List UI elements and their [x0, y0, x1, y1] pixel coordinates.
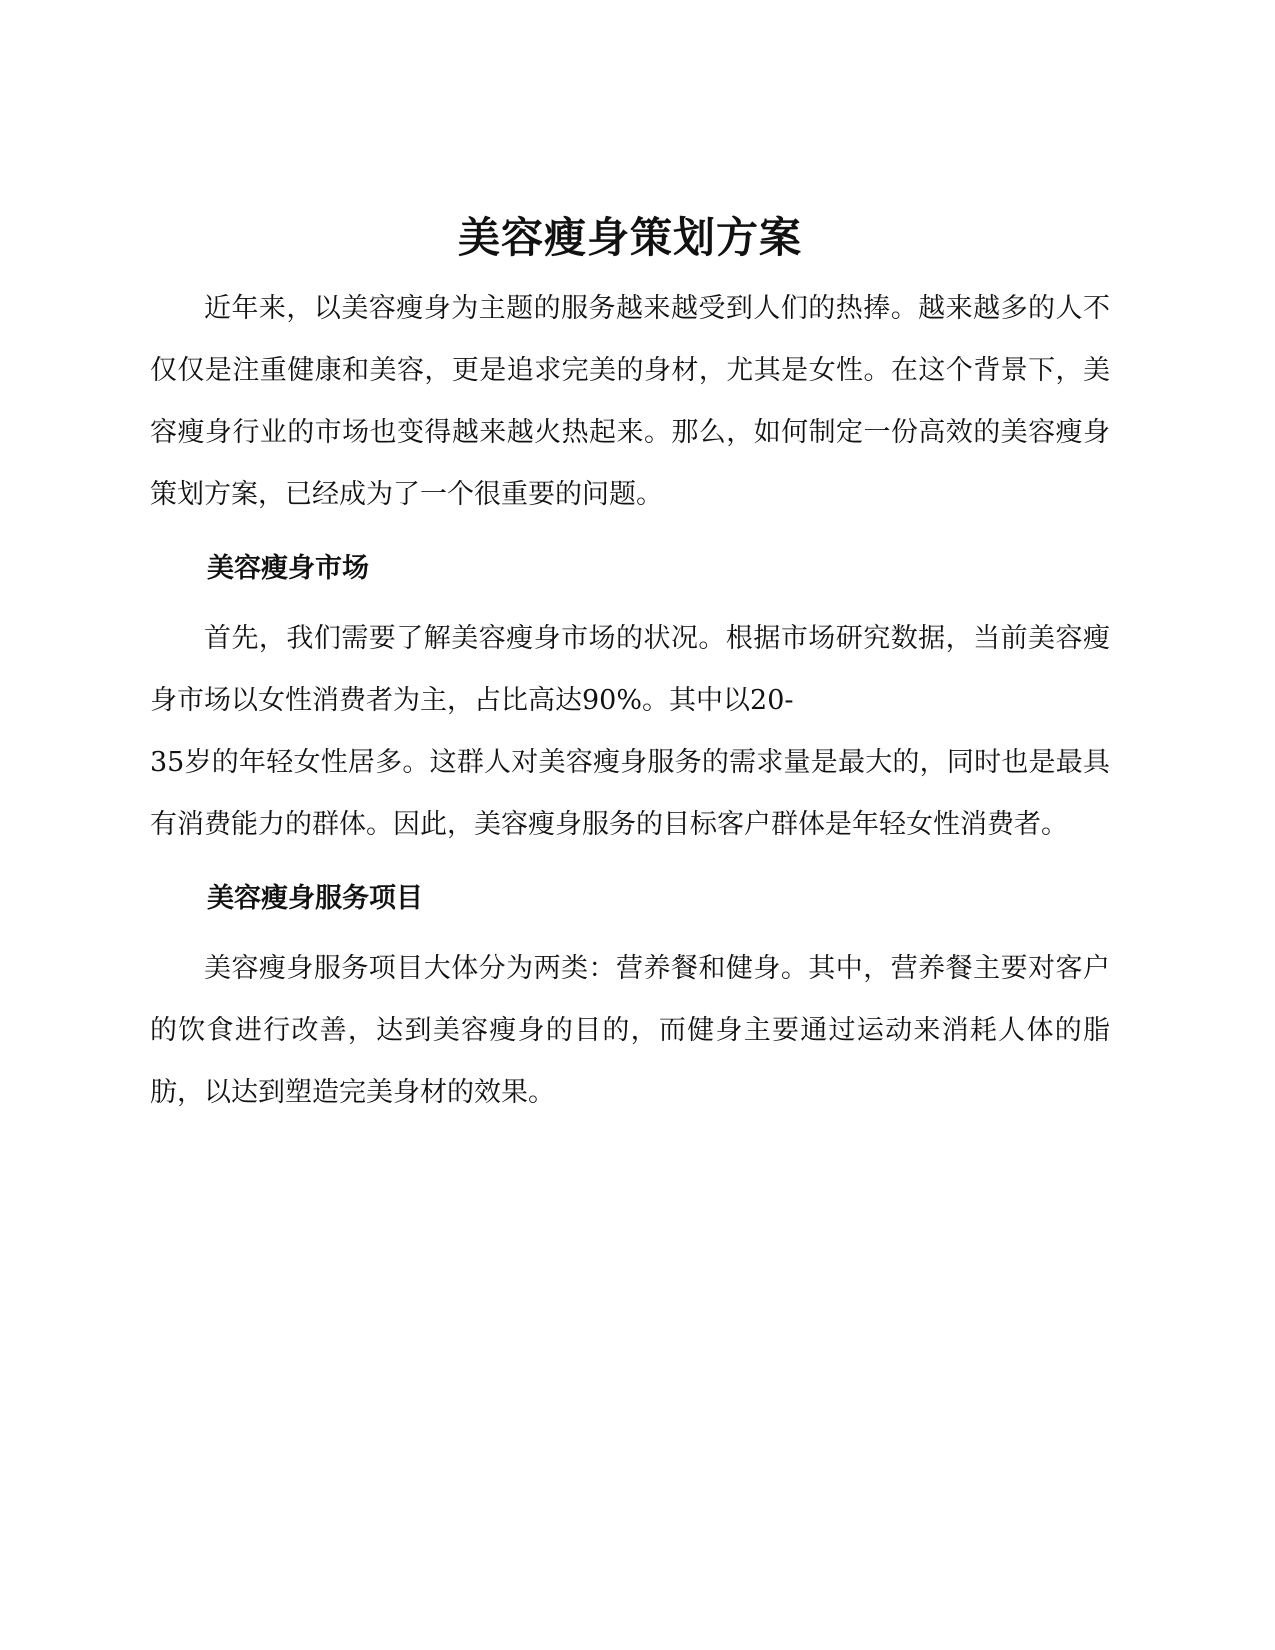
document-content — [150, 210, 1110, 1124]
intro-paragraph: 近年来，以美容瘦身为主题的服务越来越受到人们的热捧。越来越多的人不仅仅是注重健康和美容，更是追求完美的身材，尤其是女性。在这个背景下，美容瘦身行业的市场也变得越来越火热起来。那么，如何制定一份高效的美容瘦身策划方案，已经成为了一个很重要的问题。 — [150, 293, 1110, 510]
services-paragraph: 美容瘦身服务项目大体分为两类：营养餐和健身。其中，营养餐主要对客户的饮食进行改善，达到美容瘦身的目的，而健身主要通过运动来消耗人体的脂肪，以达到塑造完美身材的效果。 — [150, 953, 1110, 1108]
section-heading-services: 美容瘦身服务项目 — [207, 883, 423, 914]
document-title: 美容瘦身策划方案 — [457, 213, 802, 262]
section-heading-market: 美容瘦身市场 — [207, 553, 369, 584]
market-paragraph-part-1: 首先，我们需要了解美容瘦身市场的状况。根据市场研究数据，当前美容瘦身市场以女性消费者为主，占比高达90%。其中以20- — [150, 623, 1110, 716]
market-paragraph-part-2: 35岁的年轻女性居多。这群人对美容瘦身服务的需求量是最大的，同时也是最具有消费能力的群体。因此，美容瘦身服务的目标客户群体是年轻女性消费者。 — [150, 747, 1110, 840]
